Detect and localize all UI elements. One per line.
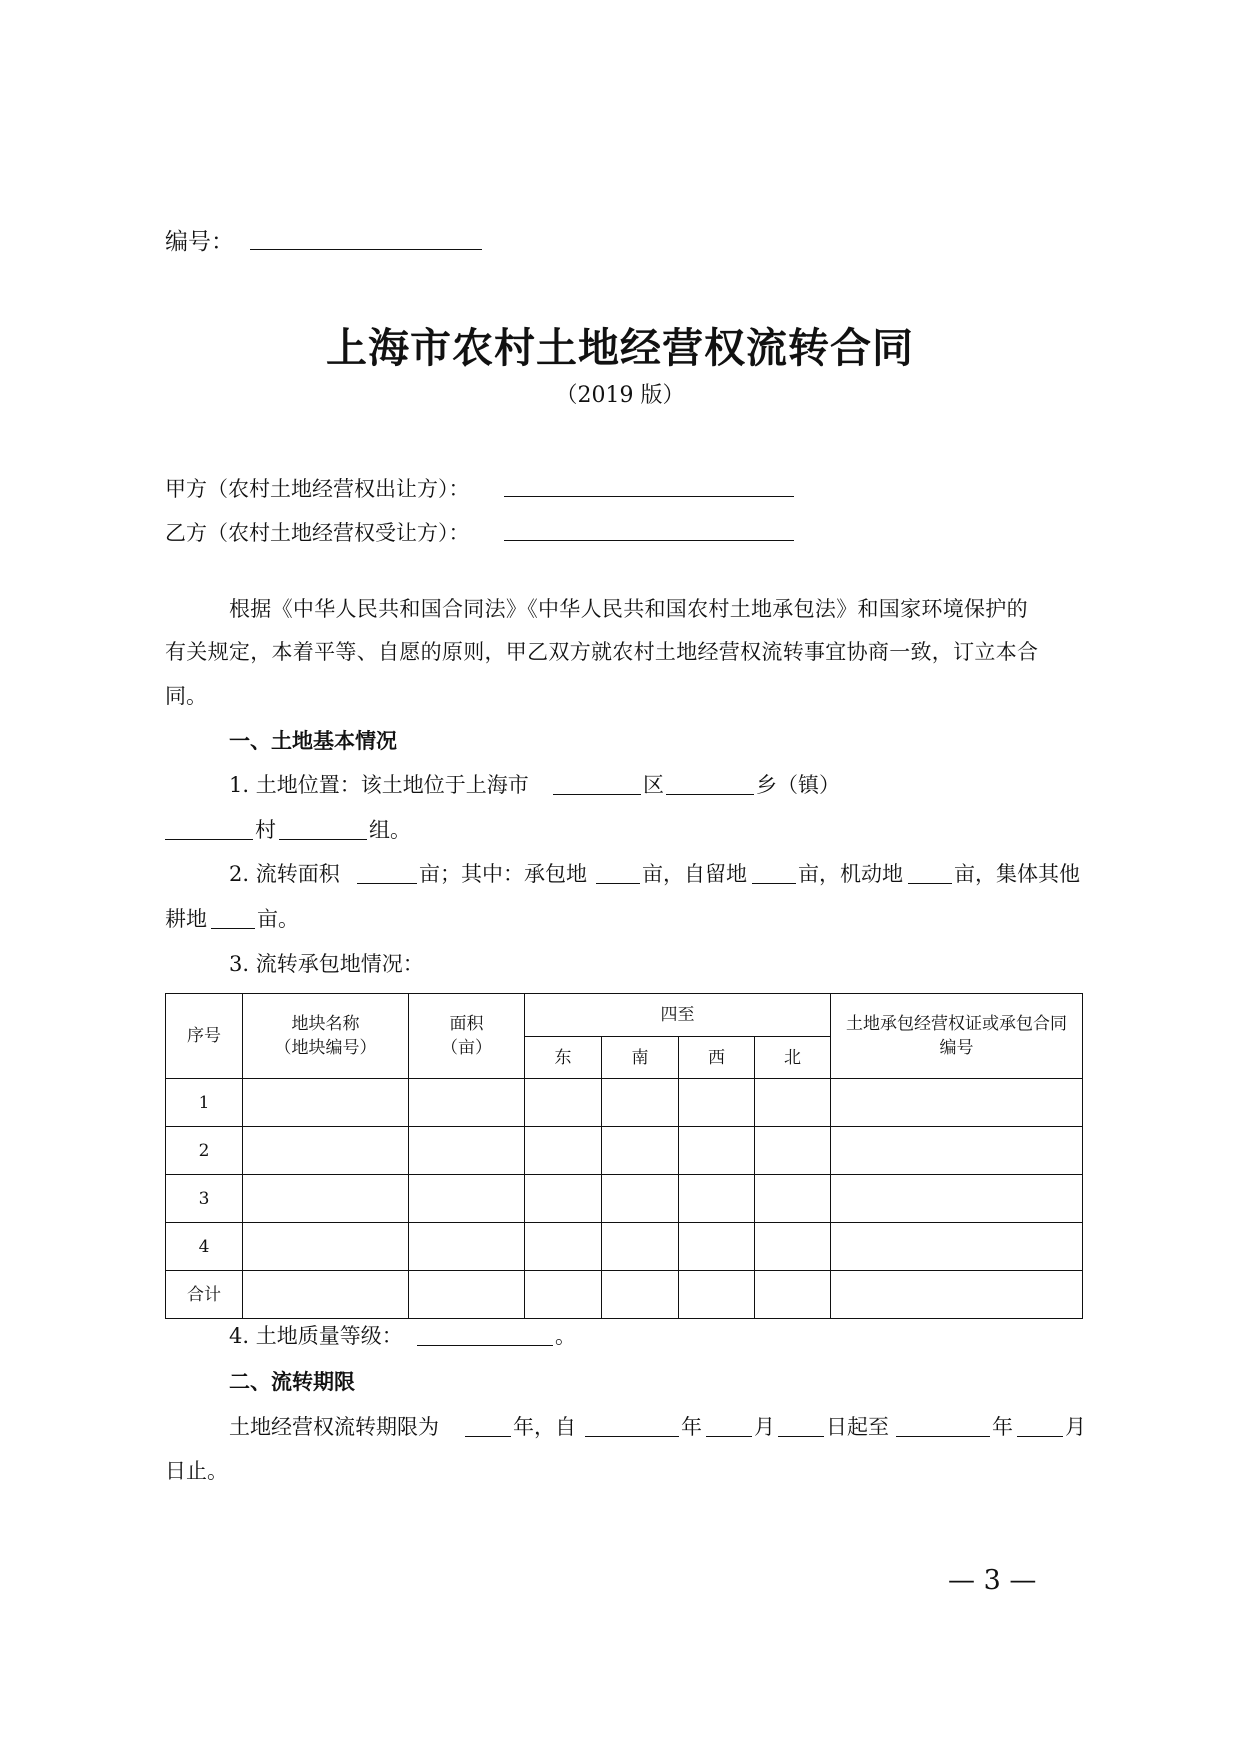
group-blank[interactable]: [279, 839, 367, 840]
serial-label: 编号：: [165, 229, 234, 255]
cell-north[interactable]: [755, 1127, 831, 1175]
term-text-4: 月: [754, 1415, 775, 1439]
cell-north[interactable]: [755, 1271, 831, 1319]
cell-south[interactable]: [602, 1223, 679, 1271]
table-row: [166, 1175, 1083, 1223]
header-north: 北: [755, 1037, 831, 1079]
cell-south[interactable]: [602, 1127, 679, 1175]
item-2-mu4: 亩，集体其他: [954, 862, 1080, 886]
item-1-township: 乡（镇）: [756, 773, 840, 797]
village-blank[interactable]: [165, 839, 253, 840]
row-number: 2: [166, 1127, 243, 1175]
cell-west[interactable]: [679, 1271, 755, 1319]
district-blank[interactable]: [553, 794, 641, 795]
cell-certificate[interactable]: [831, 1271, 1083, 1319]
header-east: 东: [525, 1037, 602, 1079]
township-blank[interactable]: [666, 794, 754, 795]
term-text-3: 年: [681, 1415, 702, 1439]
cell-north[interactable]: [755, 1079, 831, 1127]
intro-line-3: 同。: [165, 684, 207, 708]
end-year-blank[interactable]: [896, 1436, 990, 1437]
intro-line-1: 根据《中华人民共和国合同法》《中华人民共和国农村土地承包法》和国家环境保护的: [229, 597, 1028, 621]
cell-certificate[interactable]: [831, 1079, 1083, 1127]
document-title: 上海市农村土地经营权流转合同: [326, 324, 914, 372]
item-4-suffix: 。: [555, 1324, 576, 1348]
row-number: 3: [166, 1175, 243, 1223]
party-a-label: 甲方（农村土地经营权出让方）：: [165, 477, 470, 501]
term-text-7: 月: [1065, 1415, 1086, 1439]
item-1-village: 村: [255, 818, 276, 842]
item-2-prefix: 2. 流转面积: [229, 862, 340, 886]
row-number: 4: [166, 1223, 243, 1271]
land-table: [165, 993, 1083, 1319]
item-1-prefix: 1. 土地位置：该土地位于上海市: [229, 773, 529, 797]
cell-area[interactable]: [409, 1127, 525, 1175]
cell-parcel-name[interactable]: [243, 1127, 409, 1175]
transfer-area-blank[interactable]: [357, 883, 417, 884]
reserved-land-blank[interactable]: [752, 883, 796, 884]
section-1-heading: 一、土地基本情况: [229, 728, 397, 753]
quality-grade-blank[interactable]: [417, 1345, 553, 1346]
cell-south[interactable]: [602, 1271, 679, 1319]
term-text-line-2: 日止。: [165, 1459, 228, 1483]
cell-west[interactable]: [679, 1079, 755, 1127]
cell-area[interactable]: [409, 1223, 525, 1271]
section-2-heading: 二、流转期限: [229, 1369, 355, 1394]
party-b-blank[interactable]: [504, 540, 794, 541]
start-year-blank[interactable]: [585, 1436, 679, 1437]
cell-area[interactable]: [409, 1271, 525, 1319]
intro-line-2: 有关规定，本着平等、自愿的原则，甲乙双方就农村土地经营权流转事宜协商一致，订立本合: [165, 640, 1039, 664]
table-row-total: [166, 1271, 1083, 1319]
cell-certificate[interactable]: [831, 1223, 1083, 1271]
start-day-blank[interactable]: [778, 1436, 824, 1437]
header-south: 南: [602, 1037, 679, 1079]
header-area: 面积 （亩）: [409, 994, 525, 1079]
table-row: [166, 1223, 1083, 1271]
cell-south[interactable]: [602, 1079, 679, 1127]
cell-north[interactable]: [755, 1223, 831, 1271]
cell-parcel-name[interactable]: [243, 1223, 409, 1271]
end-month-blank[interactable]: [1017, 1436, 1063, 1437]
term-text-1: 土地经营权流转期限为: [229, 1415, 439, 1439]
item-1-district: 区: [643, 773, 664, 797]
party-a-blank[interactable]: [504, 496, 794, 497]
cell-east[interactable]: [525, 1127, 602, 1175]
item-2-mu2: 亩，自留地: [642, 862, 747, 886]
cell-area[interactable]: [409, 1175, 525, 1223]
term-text-6: 年: [992, 1415, 1013, 1439]
document-version: （2019 版）: [555, 383, 685, 408]
term-text-5: 日起至: [826, 1415, 889, 1439]
cell-parcel-name[interactable]: [243, 1175, 409, 1223]
table-row: [166, 1079, 1083, 1127]
item-2-line2-suffix: 亩。: [257, 907, 299, 931]
mobile-land-blank[interactable]: [908, 883, 952, 884]
start-month-blank[interactable]: [706, 1436, 752, 1437]
header-certificate: 土地承包经营权证或承包合同 编号: [831, 994, 1083, 1079]
contract-land-blank[interactable]: [596, 883, 640, 884]
serial-blank[interactable]: [250, 249, 482, 250]
item-2-mu1: 亩；其中：承包地: [419, 862, 587, 886]
item-2-line2-prefix: 耕地: [165, 907, 207, 931]
item-2-mu3: 亩，机动地: [798, 862, 903, 886]
cell-north[interactable]: [755, 1175, 831, 1223]
header-west: 西: [679, 1037, 755, 1079]
cell-east[interactable]: [525, 1175, 602, 1223]
cell-west[interactable]: [679, 1223, 755, 1271]
cell-west[interactable]: [679, 1175, 755, 1223]
cell-east[interactable]: [525, 1271, 602, 1319]
header-boundaries: 四至: [525, 994, 831, 1037]
cell-certificate[interactable]: [831, 1127, 1083, 1175]
party-b-label: 乙方（农村土地经营权受让方）：: [165, 521, 470, 545]
item-1-group: 组。: [369, 818, 411, 842]
page-number: — 3 —: [948, 1565, 1037, 1596]
cell-area[interactable]: [409, 1079, 525, 1127]
term-text-2: 年，自: [513, 1415, 576, 1439]
cell-parcel-name[interactable]: [243, 1271, 409, 1319]
header-no: 序号: [166, 994, 243, 1079]
cell-certificate[interactable]: [831, 1175, 1083, 1223]
cell-parcel-name[interactable]: [243, 1079, 409, 1127]
row-total-label: 合计: [166, 1271, 243, 1319]
item-3-label: 3. 流转承包地情况：: [229, 952, 424, 976]
cell-south[interactable]: [602, 1175, 679, 1223]
cell-east[interactable]: [525, 1223, 602, 1271]
header-parcel-name: 地块名称 （地块编号）: [243, 994, 409, 1079]
item-4-prefix: 4. 土地质量等级：: [229, 1324, 403, 1348]
cell-east[interactable]: [525, 1079, 602, 1127]
cell-west[interactable]: [679, 1127, 755, 1175]
row-number: 1: [166, 1079, 243, 1127]
other-land-blank[interactable]: [211, 928, 255, 929]
table-row: [166, 1127, 1083, 1175]
term-years-blank[interactable]: [465, 1436, 511, 1437]
